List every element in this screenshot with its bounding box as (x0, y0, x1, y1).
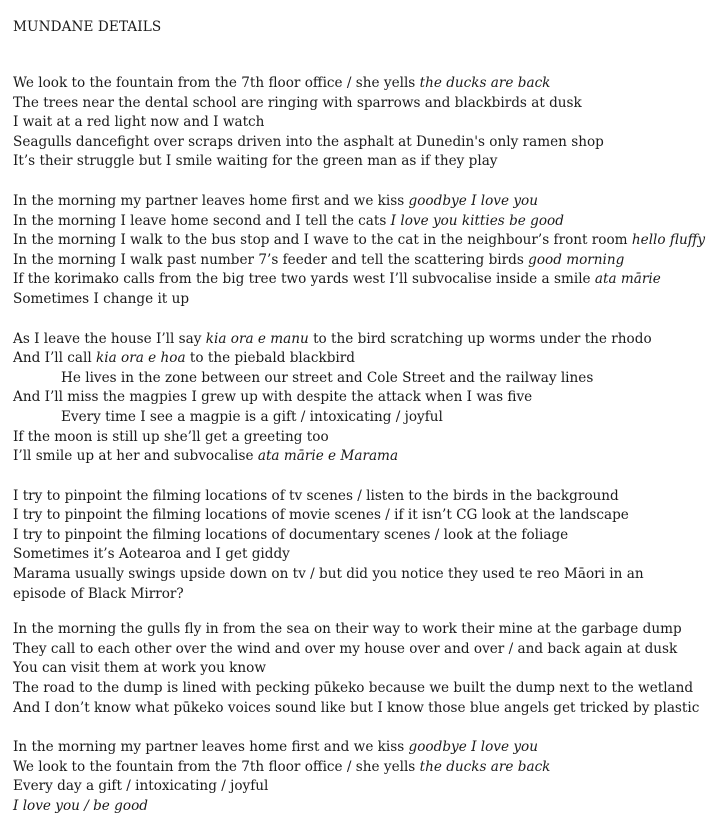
poem-body (13, 74, 706, 817)
line-text: As I leave the house I’ll say (13, 330, 206, 347)
poem-title: MUNDANE DETAILS (13, 19, 162, 35)
line-text: In the morning I walk past number 7’s feeder and tell the scattering birds (13, 251, 529, 268)
line-text: Marama usually swings upside down on tv / but did you notice they used te reo Māori in an episode of Black Mirror? (13, 566, 644, 602)
line-text: And I’ll miss the magpies I grew up with despite the attack when I was five (13, 389, 533, 406)
poem-line (13, 133, 693, 153)
line-italic-text: ata mārie (594, 271, 661, 288)
line-text: In the morning my partner leaves home first and we kiss (13, 192, 409, 209)
line-text-tail: to the piebald blackbird (185, 350, 355, 367)
line-text: I’ll smile up at her and subvocalise (13, 448, 258, 465)
line-text: And I’ll call (13, 350, 97, 367)
line-text: If the moon is still up she’ll get a greeting too (13, 428, 329, 445)
poem-line (13, 212, 693, 232)
poem-line (13, 388, 693, 408)
poem-line (13, 777, 693, 797)
line-text: If the korimako calls from the big tree two yards west I’ll subvocalise inside a smile (13, 271, 595, 288)
line-text: Every day a gift / intoxicating / joyful (13, 778, 269, 795)
poem-line (13, 758, 693, 778)
line-italic-text: kia ora e manu (205, 330, 309, 347)
line-text: Every time I see a magpie is a gift / intoxicating / joyful (61, 408, 443, 425)
line-text: We look to the fountain from the 7th floor office / she yells (13, 75, 420, 91)
stanza-1 (13, 74, 693, 172)
line-text: In the morning I walk to the bus stop and I wave to the cat in the neighbour’s front room (13, 232, 632, 249)
line-italic-text: hello fluffy (631, 232, 706, 249)
poem-line (13, 640, 693, 660)
line-text: In the morning the gulls fly in from the sea on their way to work their mine at the garbage dump (13, 621, 682, 638)
poem-line (13, 428, 693, 448)
poem-line (13, 797, 693, 817)
line-italic-text: kia ora e hoa (96, 350, 186, 367)
poem-line (13, 679, 693, 699)
line-text: In the morning I leave home second and I tell the cats (13, 212, 391, 229)
stanza-3 (13, 330, 693, 467)
poem-line (13, 408, 693, 428)
poem-line (13, 487, 693, 507)
poem-line (13, 349, 693, 369)
line-text: Sometimes it’s Aotearoa and I get giddy (13, 546, 290, 563)
poem-line (13, 620, 693, 640)
line-text: You can visit them at work you know (13, 660, 266, 677)
line-text: I try to pinpoint the filming locations of movie scenes / if it isn’t CG look at the landscape (13, 507, 629, 524)
poem-line (13, 659, 693, 679)
line-text: Sometimes I change it up (13, 290, 190, 307)
line-italic-text: ata mārie e Marama (257, 448, 399, 465)
stanza-2 (13, 192, 706, 310)
poem-line (13, 738, 693, 758)
stanza-4 (13, 487, 693, 605)
line-text: I try to pinpoint the filming locations of tv scenes / listen to the birds in the background (13, 487, 619, 504)
poem-line (13, 330, 693, 350)
stanza-6 (13, 738, 693, 816)
poem-line (13, 192, 693, 212)
poem-line (13, 231, 706, 251)
line-italic-text: goodbye I love you (408, 739, 538, 756)
line-text: We look to the fountain from the 7th floor office / she yells (13, 758, 420, 775)
line-text: I wait at a red light now and I watch (13, 114, 265, 131)
poem-line (13, 506, 693, 526)
line-italic-text: the ducks are back (419, 758, 551, 775)
line-text: It’s their struggle but I smile waiting for the green man as if they play (13, 153, 498, 170)
poem-line (13, 251, 693, 271)
line-italic-text: good morning (528, 251, 625, 268)
line-text: Seagulls dancefight over scraps driven into the asphalt at Dunedin's only ramen shop (13, 133, 604, 150)
document (13, 18, 706, 817)
stanza-5 (13, 620, 700, 718)
line-text: They call to each other over the wind and over my house over and over / and back again at dusk (13, 640, 678, 657)
poem-line (13, 699, 700, 719)
poem-line (13, 152, 693, 172)
poem-line (13, 526, 693, 546)
line-italic-text: I love you kitties be good (390, 212, 564, 229)
poem-line (13, 74, 693, 94)
line-italic-text: goodbye I love you (408, 192, 538, 209)
line-text: I try to pinpoint the filming locations of documentary scenes / look at the foliage (13, 526, 569, 543)
poem-line (13, 369, 693, 389)
line-text-tail: to the bird scratching up worms under the rhodo (308, 330, 652, 347)
poem-line (13, 545, 693, 565)
line-italic-text: I love you / be good (13, 798, 148, 814)
poem-line (13, 270, 693, 290)
line-text: And I don’t know what pūkeko voices sound like but I know those blue angels get tricked by plastic (13, 699, 700, 716)
line-text: In the morning my partner leaves home first and we kiss (13, 739, 409, 756)
poem-line (13, 565, 693, 604)
line-italic-text: the ducks are back (419, 75, 551, 91)
line-text: He lives in the zone between our street and Cole Street and the railway lines (61, 369, 594, 386)
poem-line (13, 94, 693, 114)
poem-line (13, 447, 693, 467)
line-text: The trees near the dental school are ringing with sparrows and blackbirds at dusk (13, 94, 582, 111)
line-text: The road to the dump is lined with pecking pūkeko because we built the dump next to the wetland (13, 680, 694, 697)
poem-line (13, 113, 693, 133)
poem-line (13, 290, 693, 310)
